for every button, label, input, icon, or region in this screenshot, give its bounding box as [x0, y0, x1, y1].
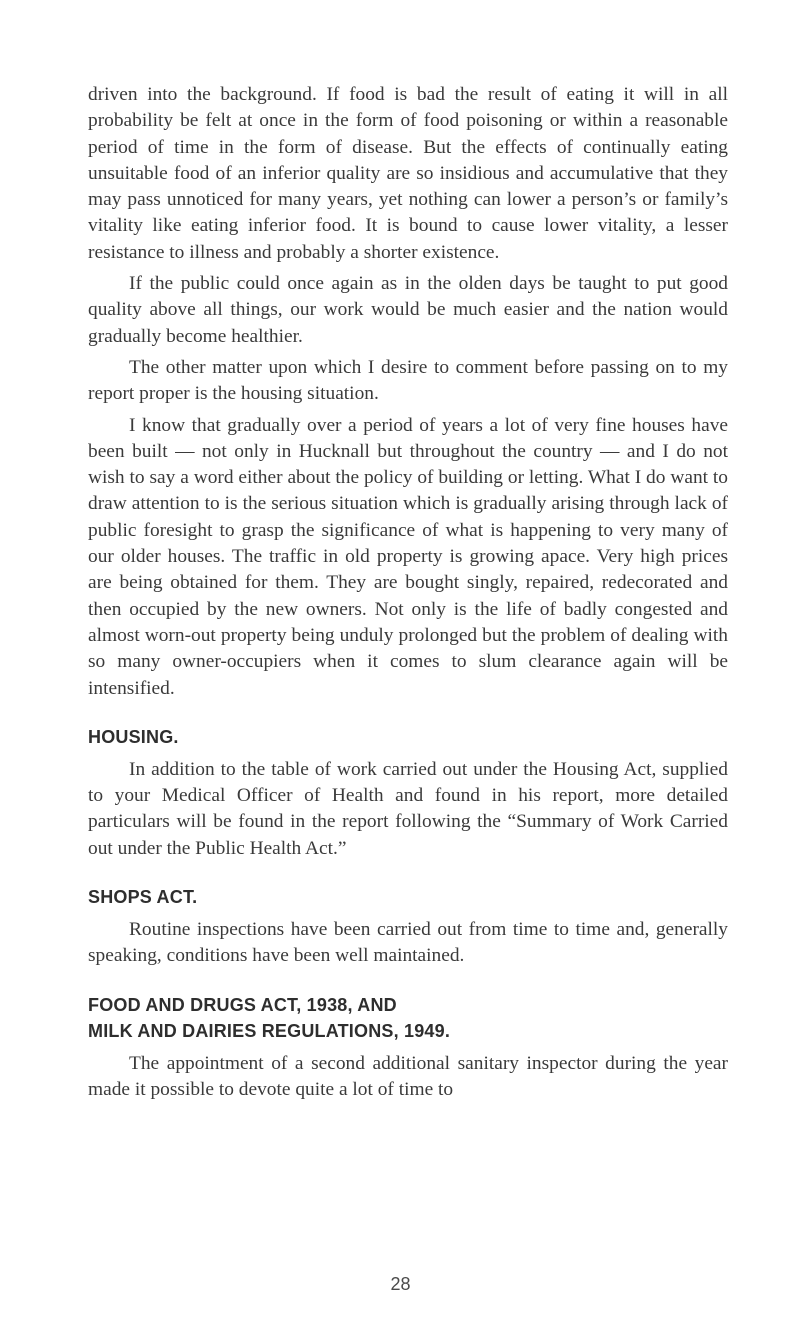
paragraph-public-quality: If the public could once again as in the olden days be taught to put good quality above all things, our work would be much easier and the nation would gradually become healthier.: [88, 273, 728, 347]
paragraph-food-drugs: The appointment of a second additional sanitary inspector during the year made it possible to devote quite a lot of time to: [88, 1052, 728, 1100]
section-heading-food-drugs-line2: MILK AND DAIRIES REGULATIONS, 1949.: [88, 1020, 451, 1041]
section-heading-food-drugs: [88, 992, 728, 1044]
paragraph-shops-act: Routine inspections have been carried out from time to time and, generally speaking, conditions have been well maintained.: [88, 919, 728, 967]
section-heading-food-drugs-line1: FOOD AND DRUGS ACT, 1938, AND: [88, 994, 397, 1015]
paragraph-housing-section: In addition to the table of work carried out under the Housing Act, supplied to your Medical Officer of Health and found in his report, more detailed particulars will be found in the report following the “Summary of Work Carried out under the Public Health Act.”: [88, 758, 728, 859]
document-page: [88, 82, 728, 1108]
paragraph-housing-situation: I know that gradually over a period of years a lot of very fine houses have been built — not only in Hucknall but throughout the country — and I do not wish to say a word either about the policy of building or letting. What I do want to draw attention to is the serious situation which is gradually arising through lack of public foresight to grasp the significance of what is happening to very many of our older houses. The traffic in old property is growing apace. Very high prices are being obtained for them. They are bought singly, repaired, redecorated and then occupied by the new owners. Not only is the life of badly congested and almost worn-out property being unduly prolonged but the problem of dealing with so many owner-occupiers when it comes to slum clearance again will be intensified.: [88, 414, 728, 699]
section-heading-shops-act: SHOPS ACT.: [88, 887, 198, 908]
page-number: 28: [390, 1274, 411, 1294]
paragraph-food-quality: driven into the background. If food is bad the result of eating it will in all probability be felt at once in the form of food poisoning or within a reasonable period of time in the form of disease. But the effects of continually eating unsuitable food of an inferior quality are so insidious and accumulative that they may pass unnoticed for many years, yet nothing can lower a person’s or family’s vitality like eating inferior food. It is bound to cause lower vitality, a lesser resistance to illness and probably a shorter existence.: [88, 84, 728, 263]
paragraph-housing-intro: The other matter upon which I desire to comment before passing on to my report proper is the housing situation.: [88, 356, 728, 405]
section-heading-housing: HOUSING.: [88, 726, 179, 747]
